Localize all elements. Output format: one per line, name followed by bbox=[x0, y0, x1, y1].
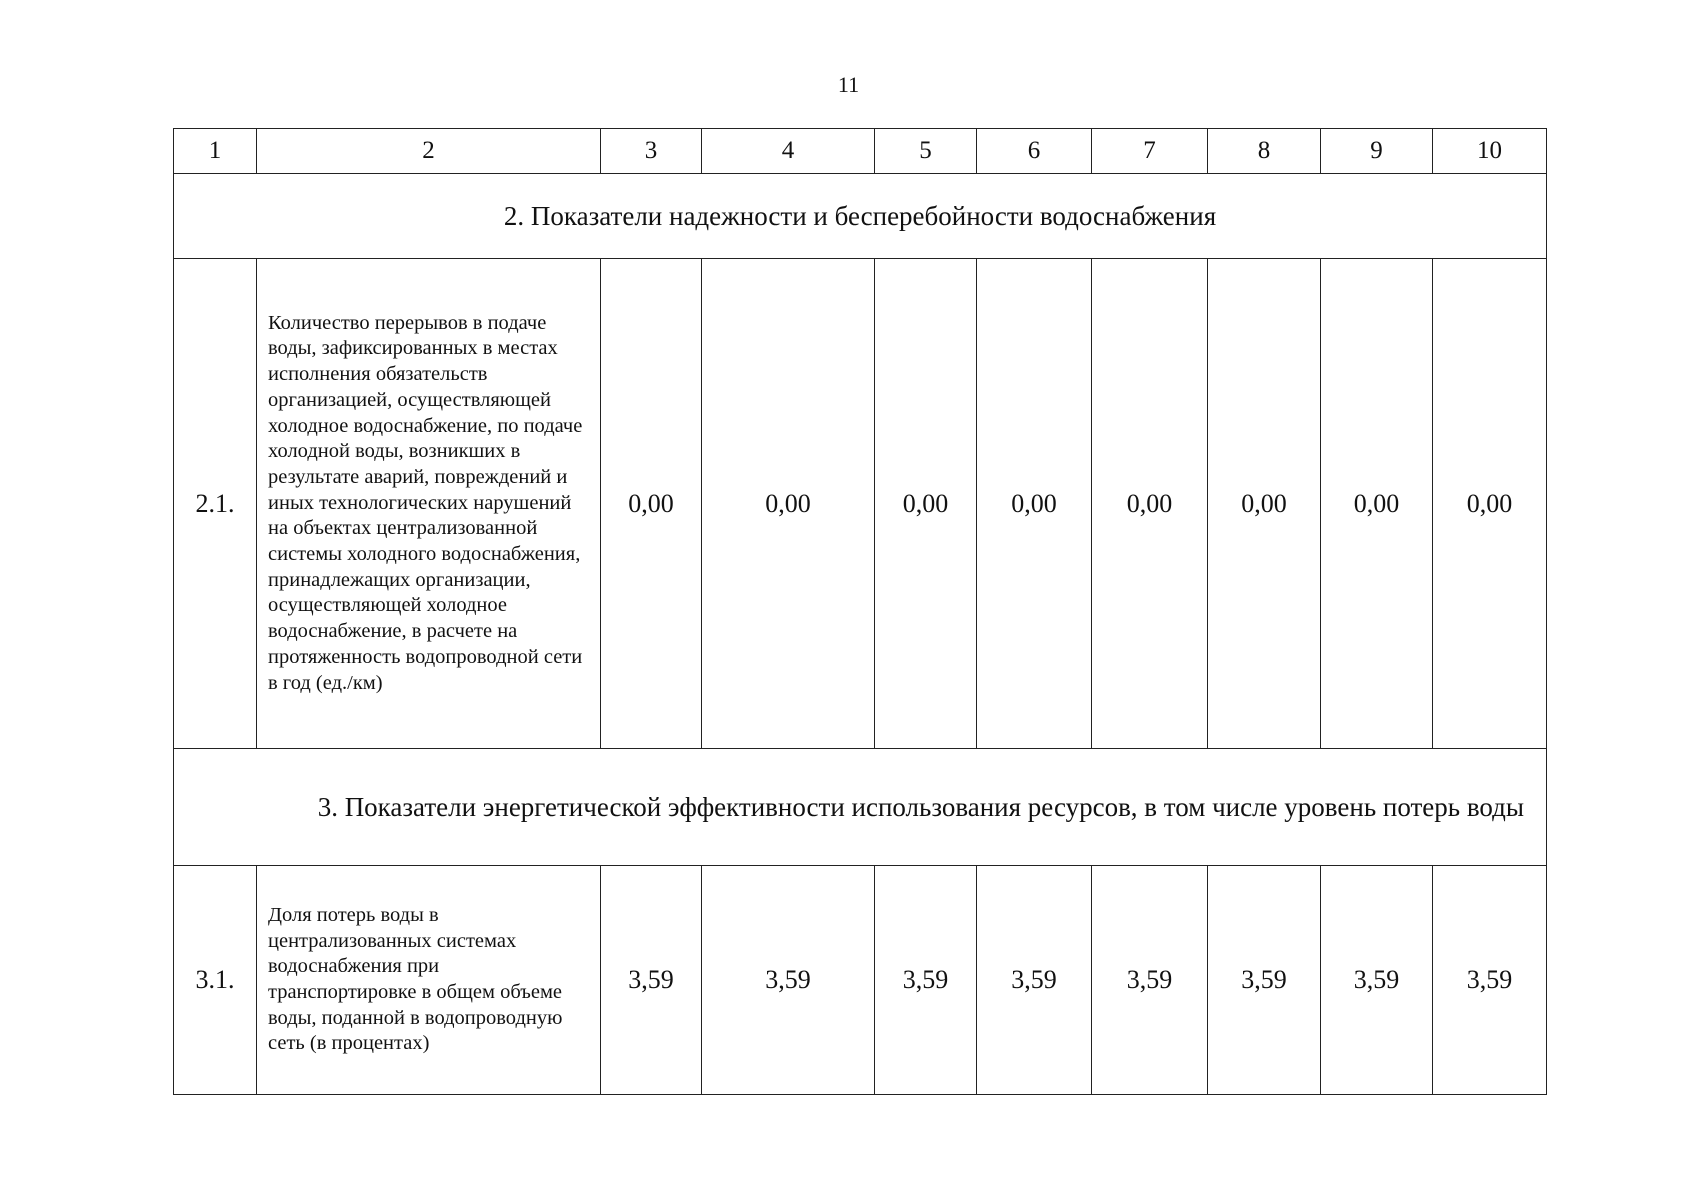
table-row bbox=[174, 259, 1547, 749]
value-cell: 0,00 bbox=[1208, 259, 1321, 749]
value-cell: 3,59 bbox=[1433, 866, 1547, 1095]
column-header: 2 bbox=[257, 129, 601, 174]
column-number-row bbox=[174, 129, 1547, 174]
column-header: 10 bbox=[1433, 129, 1547, 174]
value-cell: 0,00 bbox=[1433, 259, 1547, 749]
row-number: 2.1. bbox=[174, 259, 257, 749]
indicators-table bbox=[173, 128, 1547, 1095]
section-2-title: 2. Показатели надежности и бесперебойности водоснабжения bbox=[174, 174, 1547, 259]
column-header: 1 bbox=[174, 129, 257, 174]
value-cell: 3,59 bbox=[702, 866, 875, 1095]
column-header: 9 bbox=[1321, 129, 1433, 174]
value-cell: 0,00 bbox=[977, 259, 1092, 749]
value-cell: 3,59 bbox=[977, 866, 1092, 1095]
value-cell: 0,00 bbox=[1092, 259, 1208, 749]
section-3-row bbox=[174, 749, 1547, 866]
table-row bbox=[174, 866, 1547, 1095]
value-cell: 3,59 bbox=[1321, 866, 1433, 1095]
value-cell: 3,59 bbox=[1092, 866, 1208, 1095]
value-cell: 0,00 bbox=[702, 259, 875, 749]
column-header: 5 bbox=[875, 129, 977, 174]
page-number: 11 bbox=[837, 72, 860, 97]
indicator-description: Количество перерывов в подаче воды, зафиксированных в местах исполнения обязательств организацией, осуществляющей холодное водоснабжение, по подаче холодной воды, возникших в результате аварий, повреждений и иных технологических нарушений на объектах централизованной системы холодного водоснабжения, принадлежащих организации, осуществляющей холодное водоснабжение, в расчете на протяженность водопроводной сети в год (ед./км) bbox=[257, 259, 601, 749]
value-cell: 0,00 bbox=[875, 259, 977, 749]
column-header: 6 bbox=[977, 129, 1092, 174]
value-cell: 3,59 bbox=[1208, 866, 1321, 1095]
row-number: 3.1. bbox=[174, 866, 257, 1095]
value-cell: 3,59 bbox=[601, 866, 702, 1095]
value-cell: 0,00 bbox=[1321, 259, 1433, 749]
column-header: 8 bbox=[1208, 129, 1321, 174]
column-header: 4 bbox=[702, 129, 875, 174]
value-cell: 3,59 bbox=[875, 866, 977, 1095]
column-header: 3 bbox=[601, 129, 702, 174]
section-2-row bbox=[174, 174, 1547, 259]
section-3-title: 3. Показатели энергетической эффективности использования ресурсов, в том числе уровень потерь воды bbox=[174, 749, 1547, 866]
column-header: 7 bbox=[1092, 129, 1208, 174]
indicator-description: Доля потерь воды в централизованных системах водоснабжения при транспортировке в общем объеме воды, поданной в водопроводную сеть (в процентах) bbox=[257, 866, 601, 1095]
value-cell: 0,00 bbox=[601, 259, 702, 749]
